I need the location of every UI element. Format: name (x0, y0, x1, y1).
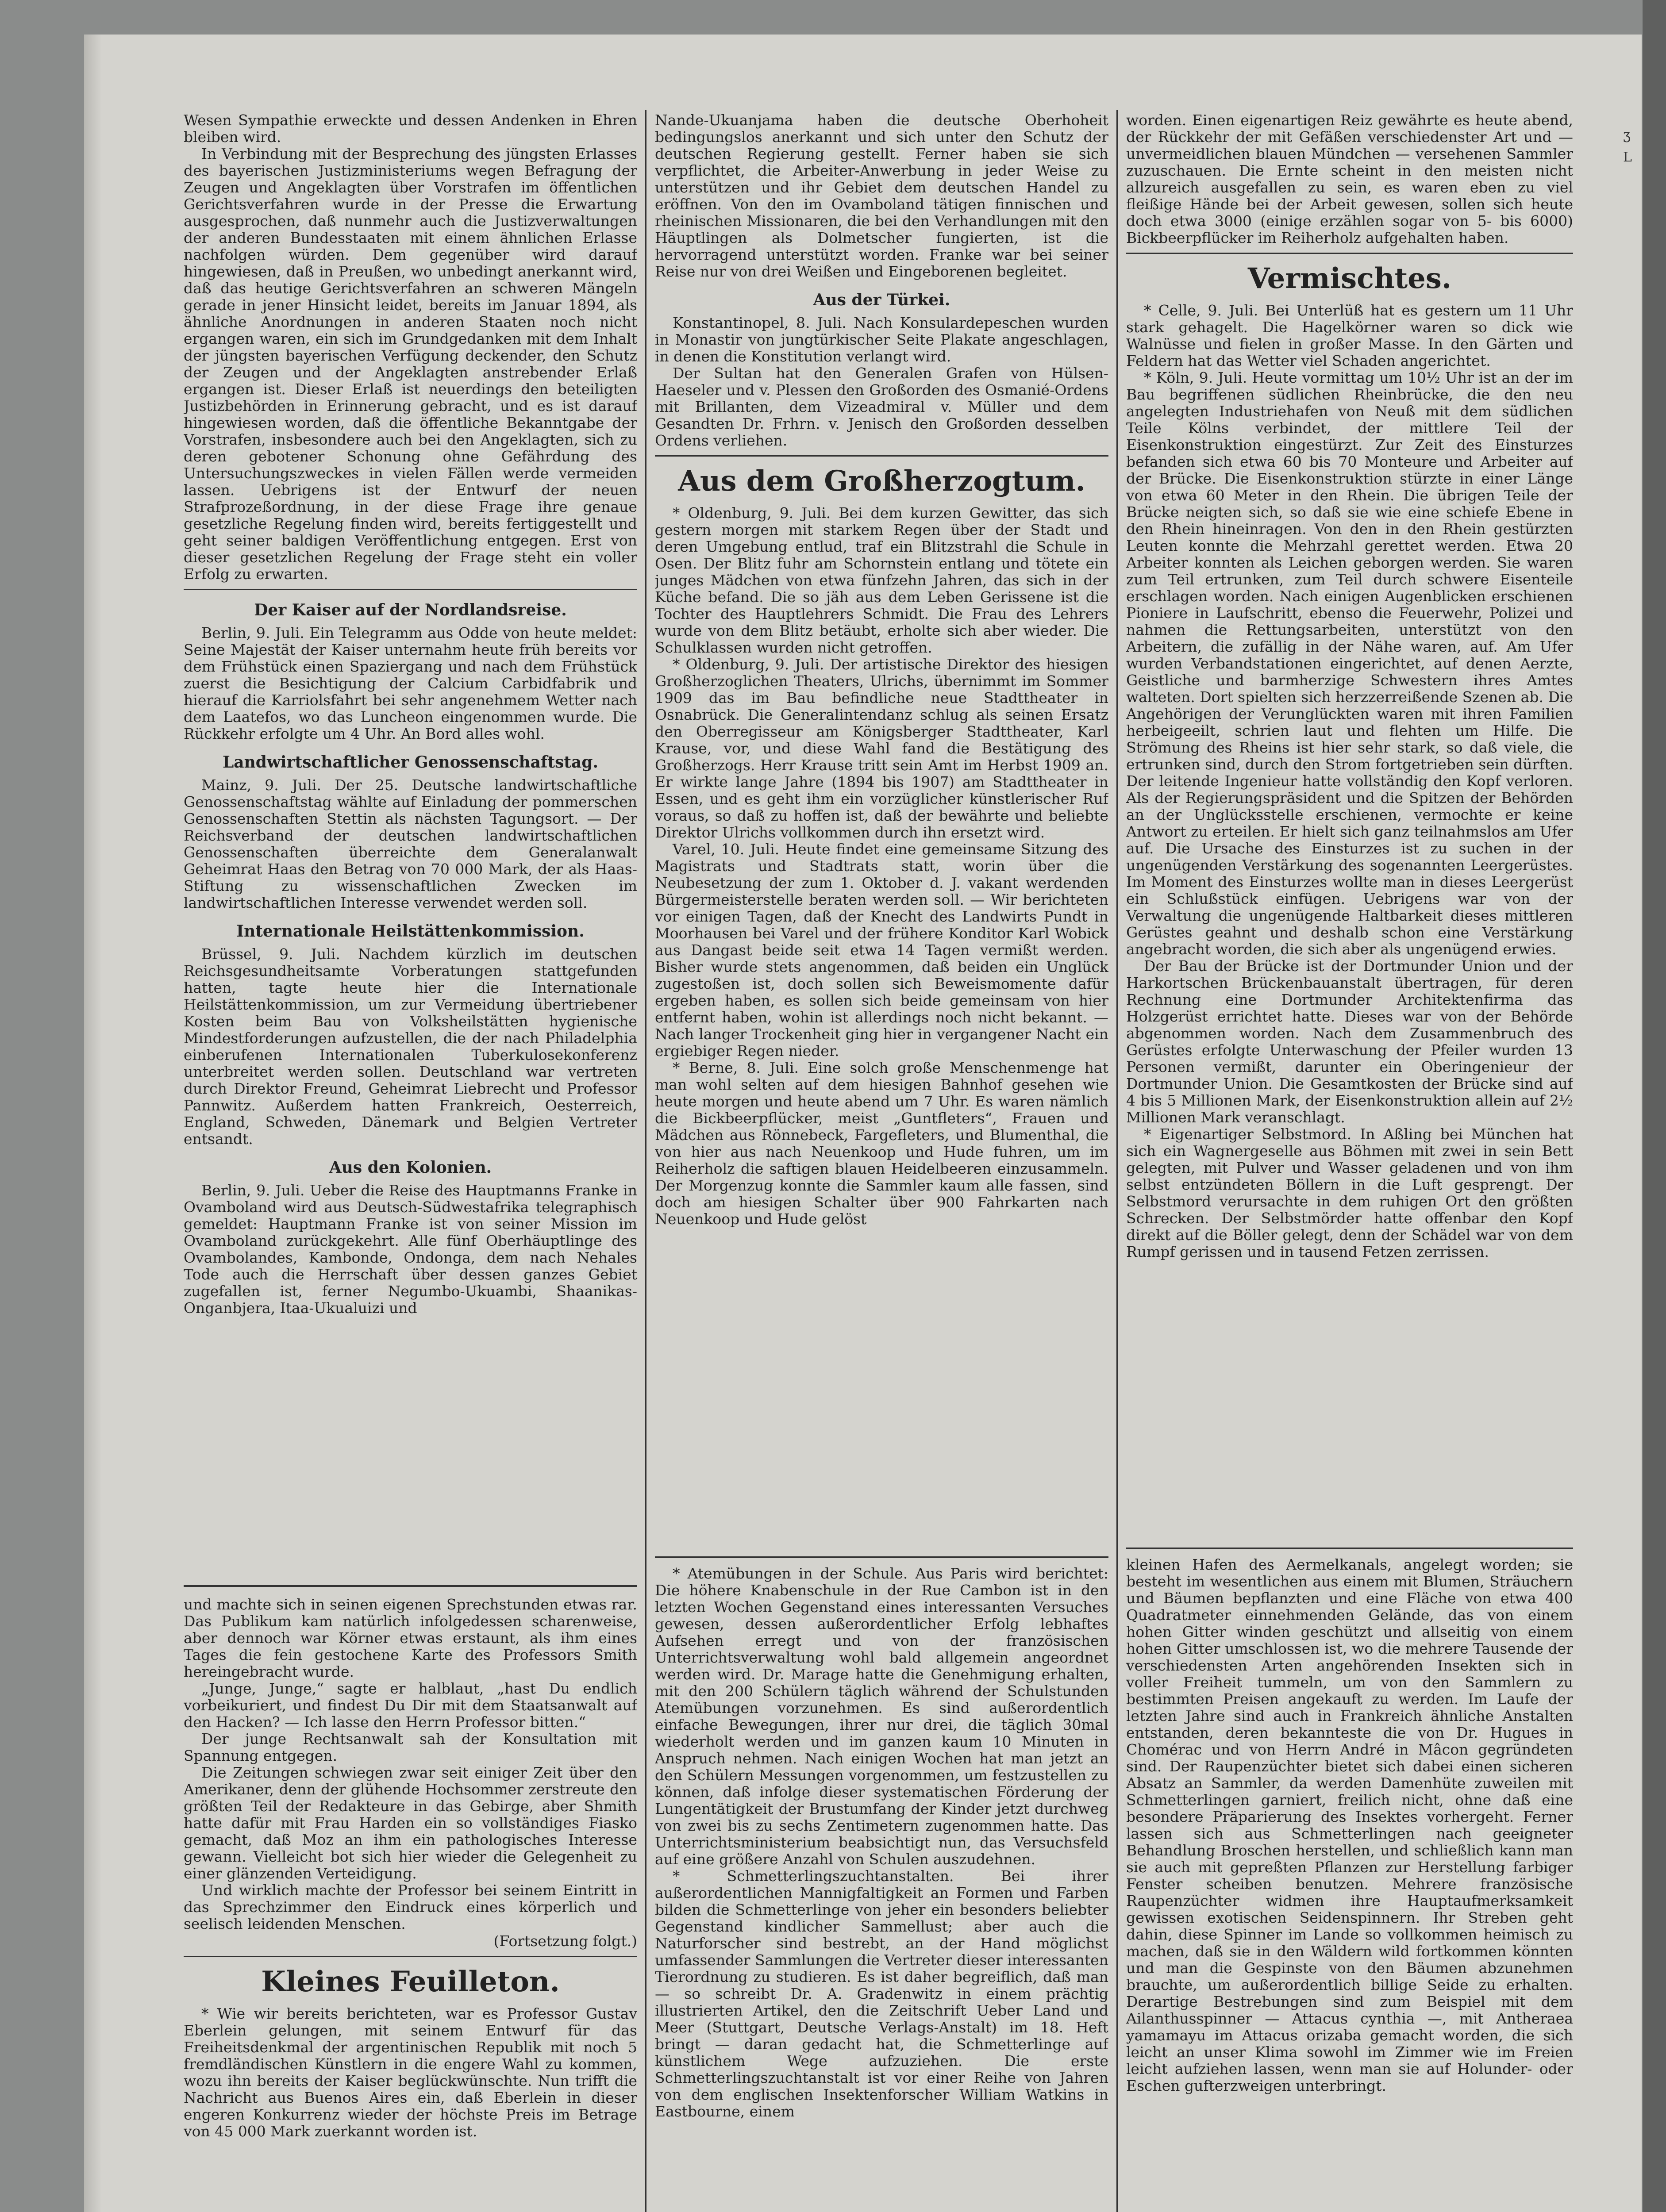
section-heading: Kleines Feuilleton. (261, 1965, 560, 1998)
article-paragraph: kleinen Hafen des Aermelkanals, angelegt worden; sie besteht im wesentlichen aus einem mit Blumen, Sträuchern und Bäumen bepflanzten und eine Fläche von etwa 400 Quadratmeter einnehmenden Gelände, das von einem hohen Gitter winden geschützt und allseitig von einem hohen Gitter umschlossen ist, wo die mehrere Tausende der verschiedensten Arten angehörenden Insekten sich in voller Freiheit tummeln, um von den Sammlern zu bestimmten Preisen angekauft zu werden. Im Laufe der letzten Jahre sind auch in Frankreich ähnliche Anstalten entstanden, deren bekannteste die von Dr. Hugues in Chomérac und von Herrn André in Mâcon gegründeten sind. Der Raupenzüchter bietet sich dabei einen sicheren Absatz an Sammler, da werden Damenhüte zuweilen mit Schmetterlingen garniert, freilich nicht, ohne daß eine besondere Präparierung des Insektes vorhergeht. Ferner lassen sich aus Schmetterlingen nach geeigneter Behandlung Broschen herstellen, und schließlich kann man sie auch mit gepreßten Pflanzen zur Herstellung farbiger Fenster scheiben benutzen. Mehrere französische Raupenzüchter widmen ihre Hauptaufmerksamkeit gewissen exotischen Seidenspinnern. Ihr Streben geht dahin, diese Spinner im Lande so vollkommen heimisch zu machen, daß sie in den Wäldern wild fortkommen könnten und man die Gespinste von den Bäumen abzunehmen brauchte, um außerordentlich billige Seide zu erhalten. Derartige Bestrebungen sind zum Beispiel mit dem Ailanthusspinner — Attacus cynthia —, mit Antheraea yamamayu im Attacus orizaba gemacht worden, die sich leicht an unser Klima sowohl im Zimmer wie im Freien leicht aufziehen lassen, wenn man sie auf Holunder- oder Eschen gufterzweigen unterbringt. (1126, 1556, 1573, 2094)
article-paragraph: Und wirklich machte der Professor bei seinem Eintritt in das Sprechzimmer den Eindruck eines körperlich und seelisch leidenden Menschen. (184, 1882, 637, 1932)
article-paragraph: * Wie wir bereits berichteten, war es Professor Gustav Eberlein gelungen, mit seinem Entwurf für das Freiheitsdenkmal der argentinischen Republik mit noch 5 fremdländischen Künstlern in die engere Wahl zu kommen, wozu ihn bereits der Kaiser beglückwünschte. Nun trifft die Nachricht aus Buenos Aires ein, daß Eberlein in dieser engeren Konkurrenz wieder der höchste Preis im Betrage von 45 000 Mark zuerkannt worden ist. (184, 2005, 637, 2140)
edge-fragment: ʒ (1623, 127, 1631, 143)
edge-fragment: L (1623, 150, 1632, 165)
article-paragraph: Der junge Rechtsanwalt sah der Konsultation mit Spannung entgegen. (184, 1730, 637, 1764)
article-paragraph: * Oldenburg, 9. Juli. Bei dem kurzen Gewitter, das sich gestern morgen mit starkem Regen über der Stadt und deren Umgebung entlud, traf ein Blitzstrahl die Schule in Osen. Der Blitz fuhr am Schornstein entlang und tötete ein junges Mädchen von etwa fünfzehn Jahren, das sich in der Küche befand. Die so jäh aus dem Leben Gerissene ist die Tochter des Hauptlehrers Schmidt. Die Frau des Lehrers wurde von dem Blitz betäubt, erholte sich aber wieder. Die Schulklassen wurden nicht getroffen. (655, 504, 1108, 656)
article-paragraph: Konstantinopel, 8. Juli. Nach Konsulardepeschen wurden in Monastir von jungtürkischer Seite Plakate angeschlagen, in denen die Konstitution verlangt wird. (655, 314, 1108, 365)
article-heading: Internationale Heilstättenkommission. (236, 922, 585, 941)
article-paragraph: * Atemübungen in der Schule. Aus Paris wird berichtet: Die höhere Knabenschule in der Rue Cambon ist in den letzten Wochen Gegenstand eines interessanten Versuches gewesen, dessen außerordentlicher Erfolg lebhaftes Aufsehen erregt und von der französischen Unterrichtsverwaltung wohl bald allgemein angeordnet werden wird. Dr. Marage hatte die Genehmigung erhalten, mit den 200 Schülern täglich während der Schulstunden Atemübungen vorzunehmen. Es sind außerordentlich einfache Bewegungen, ihrer nur drei, die täglich 30mal wiederholt werden und im ganzen kaum 10 Minuten in Anspruch nehmen. Nach einigen Wochen hat man jetzt an den Schülern Messungen vorgenommen, um festzustellen zu können, daß infolge dieser systematischen Förderung der Lungentätigkeit der Brustumfang der Kinder jetzt durchweg von zwei bis zu sechs Zentimetern zugenommen hatte. Das Unterrichtsministerium beabsichtigt nun, das Versuchsfeld auf eine größere Anzahl von Schulen auszudehnen. (655, 1565, 1108, 1868)
column-2-top (655, 112, 1108, 1565)
newspaper-page (84, 35, 1642, 2212)
scan-right-edge (1643, 0, 1666, 2212)
article-paragraph: * Schmetterlingszuchtanstalten. Bei ihrer außerordentlichen Mannigfaltigkeit an Formen und Farben bilden die Schmetterlinge von jeher ein besonders beliebter Gegenstand kindlicher Sammellust; aber auch die Naturforscher sind bestrebt, an der Hand möglichst umfassender Sammlungen die Vertreter dieser interessanten Tierordnung zu studieren. Es ist daher begreiflich, daß man — so schreibt Dr. A. Gradenwitz in einem prächtig illustrierten Artikel, den die Zeitschrift Ueber Land und Meer (Stuttgart, Deutsche Verlags-Anstalt) im 18. Heft bringt — daran gedacht hat, die Schmetterlinge auf künstlichem Wege aufzuziehen. Die erste Schmetterlingszuchtanstalt ist vor einer Reihe von Jahren von dem englischen Insektenforscher William Watkins in Eastbourne, einem (655, 1867, 1108, 2120)
section-heading: Aus dem Großherzogtum. (678, 465, 1085, 498)
article-paragraph: Varel, 10. Juli. Heute findet eine gemeinsame Sitzung des Magistrats und Stadtrats statt, worin über die Neubesetzung der zum 1. Oktober d. J. vakant werdenden Bürgermeisterstelle beraten werden soll. — Wir berichteten vor einigen Tagen, daß der Knecht des Landwirts Pundt in Moorhausen bei Varel und der frühere Konditor Karl Wobick aus Dangast beide seit etwa 14 Tagen vermißt werden. Bisher wurde stets angenommen, daß beiden ein Unglück zugestoßen ist, doch sollen sich Beweismomente dafür ergeben haben, es sollen sich beide gemeinsam von hier entfernt haben, wohin ist allerdings noch nicht bekannt. — Nach langer Trockenheit ging hier in vergangener Nacht ein ergiebiger Regen nieder. (655, 841, 1108, 1060)
article-heading: Landwirtschaftlicher Genossenschaftstag. (222, 753, 599, 772)
continuation-note: (Fortsetzung folgt.) (493, 1932, 637, 1950)
article-paragraph: * Celle, 9. Juli. Bei Unterlüß hat es gestern um 11 Uhr stark gehagelt. Die Hagelkörner waren so dick wie Walnüsse und fielen in großer Masse. In den Gärten und Feldern hat das Wetter viel Schaden angerichtet. (1126, 302, 1573, 369)
column-rule (645, 110, 646, 2212)
article-paragraph: Der Sultan hat den Generalen Grafen von Hülsen-Haeseler und v. Plessen den Großorden des Osmanié-Ordens mit Brillanten, dem Vizeadmiral v. Müller und dem Gesandten Dr. Frhrn. v. Jenisch den Großorden desselben Ordens verliehen. (655, 365, 1108, 449)
column-3-top (1126, 112, 1573, 1552)
article-paragraph: Der Bau der Brücke ist der Dortmunder Union und der Harkortschen Brückenbauanstalt übertragen, für deren Rechnung eine Dortmunder Architektenfirma das Holzgerüst errichtet hatte. Dieses war von der Behörde abgenommen worden. Nach dem Zusammenbruch des Gerüstes erfolgte Unterwaschung der Pfeiler wurden 13 Personen vermißt, darunter ein Oberingenieur der Dortmunder Union. Die Gesamtkosten der Brücke sind auf 4 bis 5 Millionen Mark, der Eisenkonstruktion allein auf 2½ Millionen Mark veranschlagt. (1126, 957, 1573, 1126)
column-1-bottom (184, 1596, 637, 2212)
article-divider (184, 1956, 637, 1957)
article-divider (655, 455, 1108, 457)
article-paragraph: * Oldenburg, 9. Juli. Der artistische Direktor des hiesigen Großherzoglichen Theaters, Ulrichs, übernimmt im Sommer 1909 das im Bau befindliche neue Stadttheater in Osnabrück. Die Generalintendanz schlug als seinen Ersatz den Oberregisseur am Königsberger Stadttheater, Karl Krause, vor, und diese Wahl fand die Bestätigung des Großherzogs. Herr Krause tritt sein Amt im Herbst 1909 an. Er wirkte lange Jahre (1894 bis 1907) am Stadttheater in Essen, und es geht ihm ein vorzüglicher künstlerischer Ruf voraus, so daß zu hoffen ist, daß der bewährte und beliebte Direktor Ulrichs vollkommen durch ihn ersetzt wird. (655, 656, 1108, 841)
article-divider (184, 589, 637, 590)
column-2-bottom (655, 1565, 1108, 2212)
article-paragraph: * Köln, 9. Juli. Heute vormittag um 10½ Uhr ist an der im Bau begriffenen südlichen Rheinbrücke, die den neu angelegten Industriehafen von Neuß mit dem südlichen Teile Kölns verbindet, der mittlere Teil der Eisenkonstruktion eingestürzt. Zur Zeit des Einsturzes befanden sich etwa 60 bis 70 Monteure und Arbeiter auf der Brücke. Die Eisenkonstruktion stürzte in einer Länge von etwa 60 Meter in den Rhein. Die übrigen Teile der Brücke neigten sich, so daß sie wie eine schiefe Ebene in den Rhein hineinragen. Von den in den Rhein gestürzten Leuten konnte die Mehrzahl gerettet werden. Etwa 20 Arbeiter konnten als Leichen geborgen werden. Sie waren zum Teil ertrunken, zum Teil durch schwere Eisenteile erschlagen worden. Nach einigen Augenblicken erschienen Pioniere in Laufschritt, ebenso die Feuerwehr, Polizei und nahmen die Rettungsarbeiten, unterstützt von den Arbeitern, die zufällig in der Nähe waren, auf. Am Ufer wurden Verbandstationen eingerichtet, auf denen Aerzte, Geistliche und barmherzige Schwestern ihres Amtes walteten. Dort spielten sich herzzerreißende Szenen ab. Die Angehörigen der Verunglückten waren mit ihren Familien herbeigeeilt, schrien laut und flehten um Hilfe. Die Strömung des Rheins ist hier sehr stark, so daß viele, die ertrunken sind, durch den Strom fortgetrieben sein dürften. Der leitende Ingenieur hatte vollständig den Kopf verloren. Als der Regierungspräsident und die Spitzen der Behörden an der Unglücksstelle erschienen, vermochte er keine Antwort zu erteilen. Er hielt sich ganz teilnahmslos am Ufer auf. Die Ursache des Einsturzes ist zu suchen in der ungenügenden Verstärkung des sogenannten Leergerüstes. Im Moment des Einsturzes wollte man in dieses Leergerüst ein Schlußstück einfügen. Uebrigens war von der Verwaltung die ungenügende Haltbarkeit dieses mittleren Gerüstes geahnt und deshalb schon eine Verstärkung angebracht worden, die sich aber als ungenügend erwies. (1126, 369, 1573, 958)
article-paragraph: Nande-Ukuanjama haben die deutsche Oberhoheit bedingungslos anerkannt und sich unter den Schutz der deutschen Regierung gestellt. Ferner haben sie sich verpflichtet, die Arbeiter-Anwerbung in jeder Weise zu unterstützen und ihr Gebiet dem deutschen Handel zu eröffnen. Von den im Ovamboland tätigen finnischen und rheinischen Missionaren, die bei den Verhandlungen mit den Häuptlingen als Dolmetscher fungierten, ist die hervorragend unterstützt worden. Franke war bei seiner Reise nur von drei Weißen und Eingeborenen begleitet. (655, 112, 1108, 280)
article-paragraph: Die Zeitungen schwiegen zwar seit einiger Zeit über den Amerikaner, denn der glühende Hochsommer zerstreute den größten Teil der Redakteure in das Gebirge, aber Shmith hatte dafür mit Frau Harden ein so vollständiges Fiasko gemacht, daß Moz an ihm ein pathologisches Interesse gewann. Vielleicht bot sich hier wieder die Gelegenheit zu einer glänzenden Verteidigung. (184, 1764, 637, 1882)
article-paragraph: und machte sich in seinen eigenen Sprechstunden etwas rar. Das Publikum kam natürlich infolgedessen scharenweise, aber dennoch war Körner etwas erstaunt, als ihm eines Tages die fein gestochene Karte des Professors Smith hereingebracht wurde. (184, 1596, 637, 1680)
article-divider (1126, 253, 1573, 254)
column-3-bottom (1126, 1556, 1573, 2212)
article-paragraph: worden. Einen eigenartigen Reiz gewährte es heute abend, der Rückkehr der mit Gefäßen verschiedenster Art und — unvermeidlichen blauen Mündchen — versehenen Sammler zuzuschauen. Die Ernte scheint in den meisten nicht allzureich ausgefallen zu sein, es waren eben zu viel fleißige Hände bei der Arbeit gewesen, sollen sich heute doch etwa 3000 (einige erzählen sogar von 5- bis 6000) Bickbeerpflücker im Reiherholz aufgehalten haben. (1126, 112, 1573, 246)
article-paragraph: „Junge, Junge,“ sagte er halblaut, „hast Du endlich vorbeikuriert, und findest Du Dir mit dem Staatsanwalt auf den Hacken? — Ich lasse den Herrn Professor bitten.“ (184, 1680, 637, 1731)
article-paragraph: Berlin, 9. Juli. Ueber die Reise des Hauptmanns Franke in Ovamboland wird aus Deutsch-Südwestafrika telegraphisch gemeldet: Hauptmann Franke ist von seiner Mission im Ovamboland zurückgekehrt. Alle fünf Oberhäuptlinge des Ovambolandes, Kambonde, Ondonga, dem nach Nehales Tode auch die Herrschaft über dessen ganzes Gebiet zugefallen ist, ferner Negumbo-Ukuambi, Shaanikas-Onganbjera, Itaa-Ukualuizi und (184, 1182, 637, 1317)
article-paragraph: Berlin, 9. Juli. Ein Telegramm aus Odde von heute meldet: Seine Majestät der Kaiser unternahm heute früh bereits vor dem Frühstück einen Spaziergang und nach dem Frühstück zuerst die Besichtigung der Calcium Carbidfabrik und hierauf die Karriolsfahrt bei sehr angenehmem Wetter nach dem Laatefos, wo das Luncheon eingenommen wurde. Die Rückkehr erfolgte um 4 Uhr. An Bord alles wohl. (184, 624, 637, 742)
article-paragraph: Brüssel, 9. Juli. Nachdem kürzlich im deutschen Reichsgesundheitsamte Vorberatungen stattgefunden hatten, tagte heute hier die Internationale Heilstättenkommission, um zur Vermeidung übertriebener Kosten beim Bau von Volksheilstätten hygienische Mindestforderungen aufzustellen, die der nach Philadelphia einberufenen Internationalen Tuberkulosekonferenz unterbreitet werden sollen. Deutschland war vertreten durch Direktor Freund, Geheimrat Liebrecht und Professor Pannwitz. Außerdem hatten Frankreich, Oesterreich, England, Schweden, Dänemark und Belgien Vertreter entsandt. (184, 945, 637, 1148)
article-paragraph: * Berne, 8. Juli. Eine solch große Menschenmenge hat man wohl selten auf dem hiesigen Bahnhof gesehen wie heute morgen und heute abend um 7 Uhr. Es waren nämlich die Bickbeerpflücker, meist „Guntfleters“, Frauen und Mädchen aus Rönnebeck, Fargefleters, und Blumenthal, die von hier aus nach Neuenkoop und Hude fuhren, um im Reiherholz die saftigen blauen Heidelbeeren einzusammeln. Der Morgenzug konnte die Sammler kaum alle fassen, sind doch am hiesigen Schalter über 900 Fahrkarten nach Neuenkoop und Hude gelöst (655, 1059, 1108, 1228)
column-1-top (184, 112, 637, 1587)
article-heading: Aus der Türkei. (813, 291, 950, 309)
article-heading: Der Kaiser auf der Nordlandsreise. (254, 601, 567, 619)
article-paragraph: Wesen Sympathie erweckte und dessen Andenken in Ehren bleiben wird. (184, 112, 637, 146)
article-paragraph: Mainz, 9. Juli. Der 25. Deutsche landwirtschaftliche Genossenschaftstag wählte auf Einladung der pommerschen Genossenschaften Stettin als nächsten Tagungsort. — Der Reichsverband der deutschen landwirtschaftlichen Genossenschaften überreichte dem Generalanwalt Geheimrat Haas den Betrag von 70 000 Mark, der als Haas-Stiftung zu wissenschaftlichen Zwecken im landwirtschaftlichen Interesse verwendet werden soll. (184, 776, 637, 911)
article-paragraph: * Eigenartiger Selbstmord. In Aßling bei München hat sich ein Wagnergeselle aus Böhmen mit zwei in sein Bett gelegten, mit Pulver und Wasser geladenen und von ihm selbst entzündeten Böllern in die Luft gesprengt. Der Selbstmord verursachte in dem ruhigen Ort den größten Schrecken. Der Selbstmörder hatte offenbar den Kopf direkt auf die Böller gelegt, denn der Schädel war von dem Rumpf gerissen und in tausend Fetzen zerrissen. (1126, 1125, 1573, 1260)
column-rule (1116, 110, 1118, 2212)
page-shadow (84, 35, 102, 2212)
section-rule (655, 1556, 1108, 1558)
section-heading: Vermischtes. (1247, 262, 1452, 295)
article-paragraph: In Verbindung mit der Besprechung des jüngsten Erlasses des bayerischen Justizministeriums wegen Befragung der Zeugen und Angeklagten über Vorstrafen im öffentlichen Gerichtsverfahren wurde in der Presse die Erwartung ausgesprochen, daß nunmehr auch die Justizverwaltungen der anderen Bundesstaaten mit einem ähnlichen Erlasse nachfolgen würden. Dem gegenüber wird darauf hingewiesen, daß in Preußen, wo unbedingt anerkannt wird, daß das heutige Gerichtsverfahren an schweren Mängeln gerade in jener Hinsicht leidet, bereits im Januar 1894, als ähnliche Anordnungen in anderen Staaten noch nicht ergangen waren, ein sich im Grundgedanken mit dem Inhalt der jüngsten bayerischen Verfügung deckender, den Schutz der Zeugen und der Angeklagten anstrebender Erlaß ergangen ist. Dieser Erlaß ist neuerdings den beteiligten Justizbehörden in Erinnerung gebracht, und es ist darauf hingewiesen worden, daß die öffentliche Bekanntgabe der Vorstrafen, insbesondere auch bei den Angeklagten, sich zu deren gebotener Schonung ohne Gefährdung des Untersuchungszweckes in vielen Fällen werde vermeiden lassen. Uebrigens ist der Entwurf der neuen Strafprozeßordnung, in der diese Frage ihre genaue gesetzliche Regelung finden wird, bereits fertiggestellt und geht seiner baldigen Veröffentlichung entgegen. Erst von dieser gesetzlichen Regelung der Frage steht ein voller Erfolg zu erwarten. (184, 145, 637, 583)
article-heading: Aus den Kolonien. (329, 1158, 492, 1177)
section-rule (1126, 1548, 1573, 1549)
section-rule (184, 1585, 637, 1587)
